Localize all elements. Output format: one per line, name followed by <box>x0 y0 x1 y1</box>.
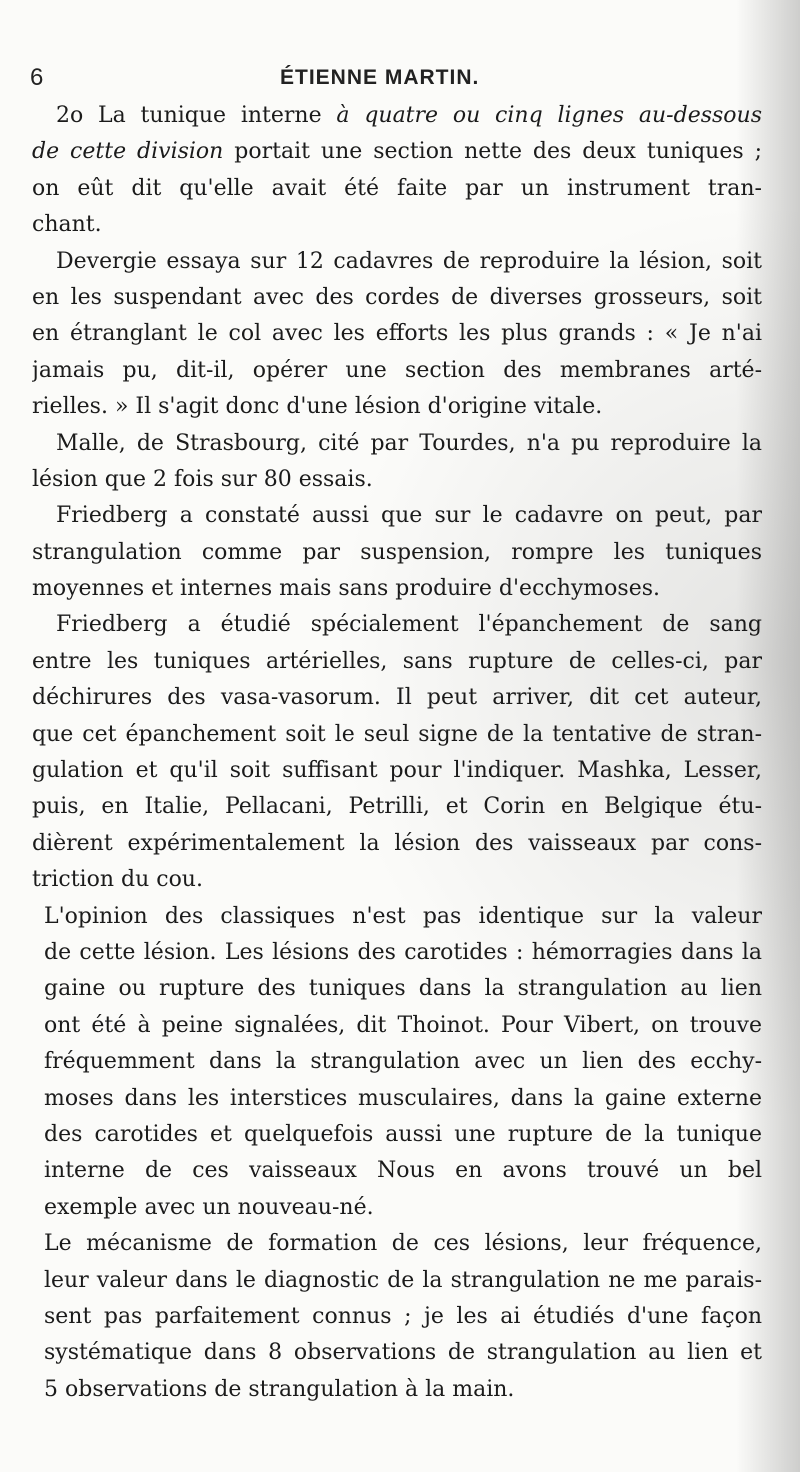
text-line: entre les tuniques artérielles, sans rupture de celles-ci, par <box>32 648 762 674</box>
text-line: rielles. » Il s'agit donc d'une lésion d'origine vitale. <box>32 394 603 420</box>
text-line: triction du cou. <box>32 867 203 893</box>
paragraph-malle <box>32 426 762 499</box>
text-line: interne de ces vaisseaux Nous en avons trouvé un bel <box>44 1158 762 1184</box>
text-line: ont été à peine signalées, dit Thoinot. Pour Vibert, on trouve <box>44 1012 762 1038</box>
text-line: des carotides et quelquefois aussi une rupture de la tunique <box>44 1121 762 1147</box>
text-line: moses dans les interstices musculaires, dans la gaine externe <box>44 1085 762 1111</box>
text-line: en les suspendant avec des cordes de diverses grosseurs, soit <box>32 284 762 310</box>
text-line: systématique dans 8 observations de strangulation au lien et <box>44 1340 762 1366</box>
text-line: fréquemment dans la strangulation avec un lien des ecchy- <box>44 1049 762 1075</box>
text-line: on eût dit qu'elle avait été faite par un instrument tran- <box>32 175 762 201</box>
text-line: de cette lésion. Les lésions des carotides : hémorragies dans la <box>44 939 762 965</box>
text-line: déchirures des vasa-vasorum. Il peut arriver, dit cet auteur, <box>32 685 762 711</box>
running-head <box>0 60 800 96</box>
text-line: Malle, de Strasbourg, cité par Tourdes, n'a pu reproduire la <box>56 430 762 456</box>
text-line: gulation et qu'il soit suffisant pour l'indiquer. Mashka, Lesser, <box>32 758 762 784</box>
text-line: Devergie essaya sur 12 cadavres de reproduire la lésion, soit <box>56 248 762 274</box>
page-number: 6 <box>30 64 44 91</box>
text-line: sent pas parfaitement connus ; je les ai étudiés d'une façon <box>44 1303 762 1329</box>
paragraph-mecanisme <box>32 1226 762 1408</box>
paragraph-devergie <box>32 244 762 426</box>
text-line: lésion que 2 fois sur 80 essais. <box>32 466 373 492</box>
text-line: en étranglant le col avec les efforts les plus grands : « Je n'ai <box>32 321 762 347</box>
text-line: Friedberg a étudié spécialement l'épanchement de sang <box>56 612 762 638</box>
text-line: puis, en Italie, Pellacani, Petrilli, et Corin en Belgique étu- <box>32 794 762 820</box>
text-line: exemple avec un nouveau-né. <box>44 1194 374 1220</box>
paragraph-opinion-classiques <box>32 899 762 1227</box>
text-line: Friedberg a constaté aussi que sur le cadavre on peut, par <box>56 503 762 529</box>
text-line: L'opinion des classiques n'est pas identique sur la valeur <box>44 903 762 929</box>
paragraph-tunique-interne <box>32 98 762 244</box>
text-line: dièrent expérimentalement la lésion des vaisseaux par cons- <box>32 830 762 856</box>
text-line: 2o La tunique interne à quatre ou cinq lignes au-dessous <box>56 103 762 128</box>
text-line: de cette division portait une section nette des deux tuniques ; <box>32 139 762 165</box>
text-line: chant. <box>32 212 102 238</box>
text-line: jamais pu, dit-il, opérer une section des membranes arté- <box>32 357 762 383</box>
paragraph-friedberg-epanchement <box>32 607 762 898</box>
text-line: moyennes et internes mais sans produire d'ecchymoses. <box>32 576 661 602</box>
text-line: Le mécanisme de formation de ces lésions, leur fréquence, <box>44 1231 762 1257</box>
text-line: leur valeur dans le diagnostic de la strangulation ne me parais- <box>44 1267 762 1293</box>
text-line: gaine ou rupture des tuniques dans la strangulation au lien <box>44 976 762 1002</box>
paragraph-friedberg-constate <box>32 498 762 607</box>
text-line: 5 observations de strangulation à la main. <box>44 1376 515 1402</box>
running-title: ÉTIENNE MARTIN. <box>280 66 480 89</box>
text-line: que cet épanchement soit le seul signe de la tentative de stran- <box>32 721 762 747</box>
text-line: strangulation comme par suspension, rompre les tuniques <box>32 539 762 565</box>
body-text <box>32 98 762 1408</box>
